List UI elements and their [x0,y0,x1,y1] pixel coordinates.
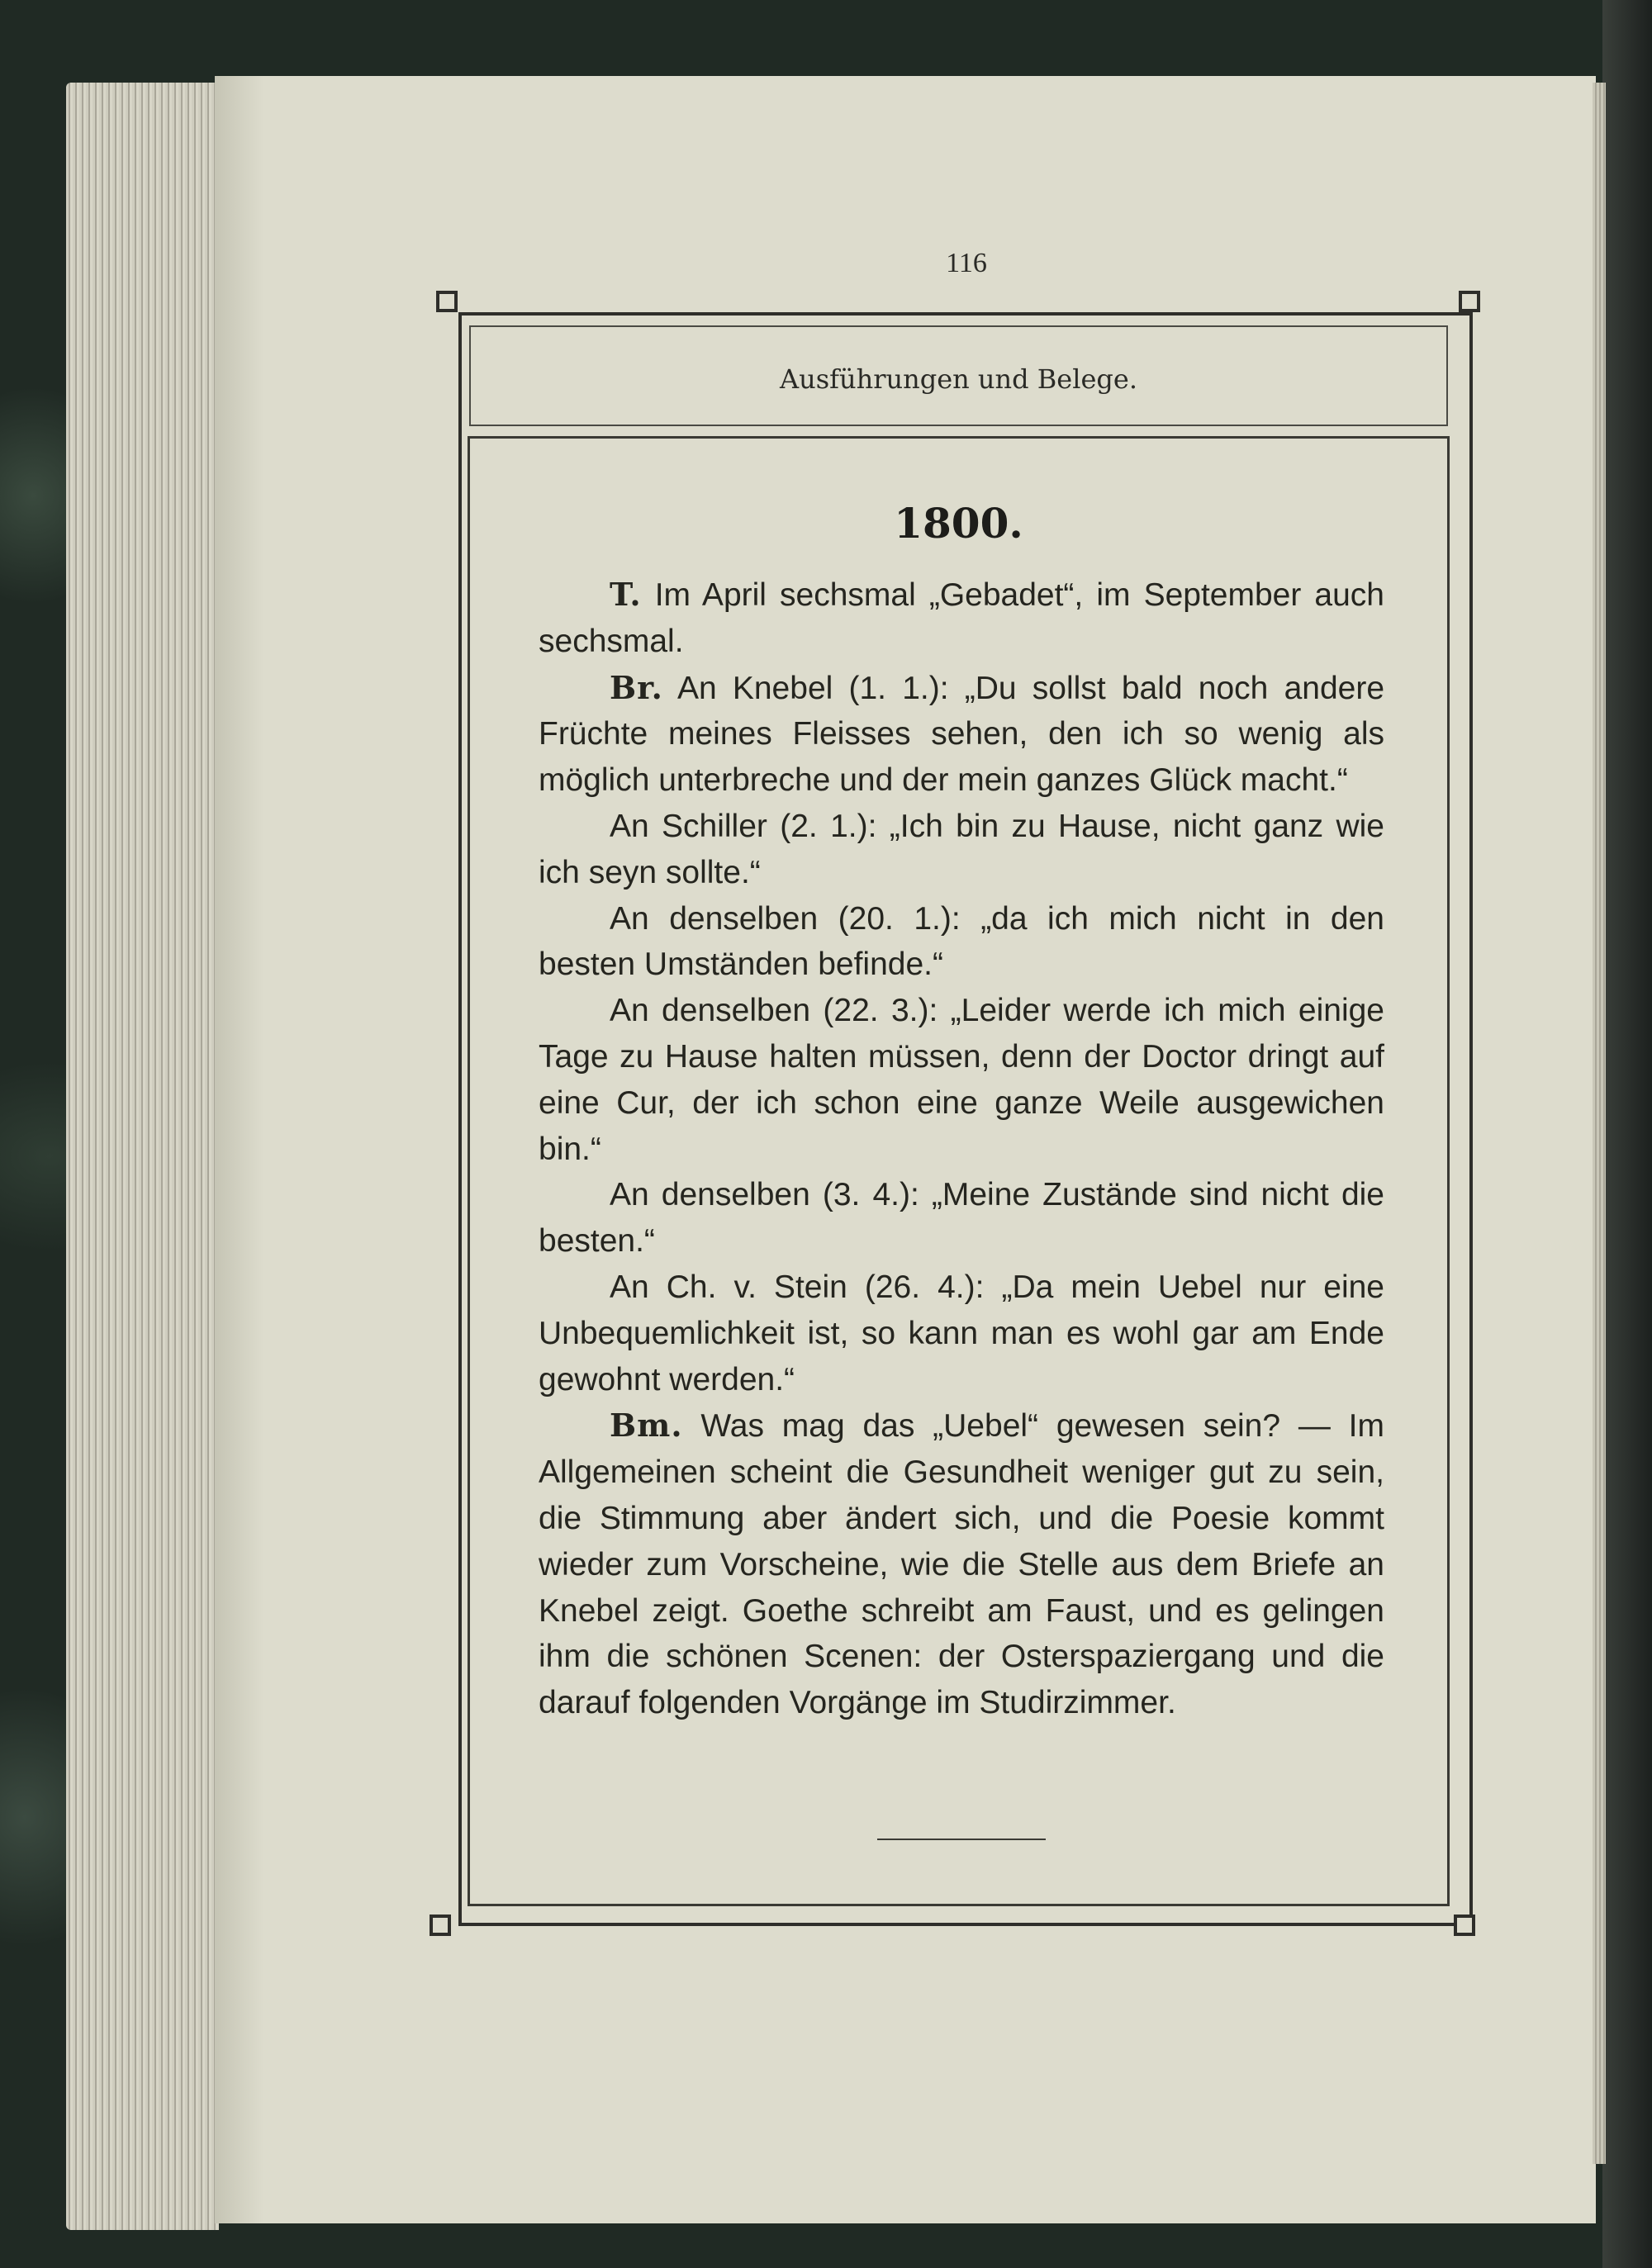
source-abbreviation: Bm. [610,1407,683,1445]
frame-corner-bottom-left [430,1915,451,1936]
paragraph-text: An Ch. v. Stein (26. 4.): „Da mein Uebel nur eine Unbequemlichkeit ist, so kann man es wohl gar am Ende gewohnt werden.“ [539,1269,1384,1397]
paragraph-text: An denselben (3. 4.): „Meine Zustände sind nicht die besten.“ [539,1177,1384,1260]
paragraph-text: An denselben (20. 1.): „da ich mich nicht in den besten Umständen befinde.“ [539,900,1384,983]
paragraph-text: Was mag das „Uebel“ gewesen sein? — Im Allgemeinen scheint die Gesundheit weniger gut zu sein, die Stimmung aber ändert sich, und die Poesie kommt wieder zum Vorscheine, wie die Stelle aus dem Briefe an Knebel zeigt. Goethe schreibt am Faust, und es gelingen ihm die schönen Scenen: der Osterspaziergang und die darauf folgenden Vorgänge im Studirzimmer. [539,1408,1384,1721]
book-cover-right [1602,0,1652,2268]
end-rule [877,1839,1046,1840]
paragraph [539,1402,1384,1726]
paragraph [539,804,1384,896]
page-edges-right [1593,83,1606,2164]
frame-corner-top-right [1459,291,1480,312]
running-head: Ausführungen und Belege. [779,363,1137,395]
gutter-shadow [215,76,264,2223]
paragraph [539,1172,1384,1264]
paragraph [539,896,1384,989]
paragraph-text: An denselben (22. 3.): „Leider werde ich mich einige Tage zu Hause halten müssen, denn der Doctor dringt auf eine Cur, der ich schon eine ganze Weile ausgewichen bin.“ [539,993,1384,1167]
paragraph [539,988,1384,1172]
source-abbreviation: T. [610,576,642,613]
paragraph [539,1264,1384,1402]
year-heading: 1800. [894,499,1023,548]
frame-corner-top-left [436,291,458,312]
source-abbreviation: Br. [610,668,663,706]
paragraph-text: Im April sechsmal „Gebadet“, im September auch sechsmal. [539,577,1384,659]
paragraph-text: An Knebel (1. 1.): „Du sollst bald noch andere Früchte meines Fleisses sehen, den ich so wenig als möglich unterbreche und der mein ganzes Glück macht.“ [539,670,1385,799]
paragraph-text: An Schiller (2. 1.): „Ich bin zu Hause, nicht ganz wie ich seyn sollte.“ [539,808,1384,890]
page-number: 116 [946,248,987,278]
paragraph [539,665,1384,804]
page-edges [66,83,219,2230]
paragraph [539,572,1384,665]
body-text [539,572,1384,1726]
frame-corner-bottom-right [1454,1915,1475,1936]
